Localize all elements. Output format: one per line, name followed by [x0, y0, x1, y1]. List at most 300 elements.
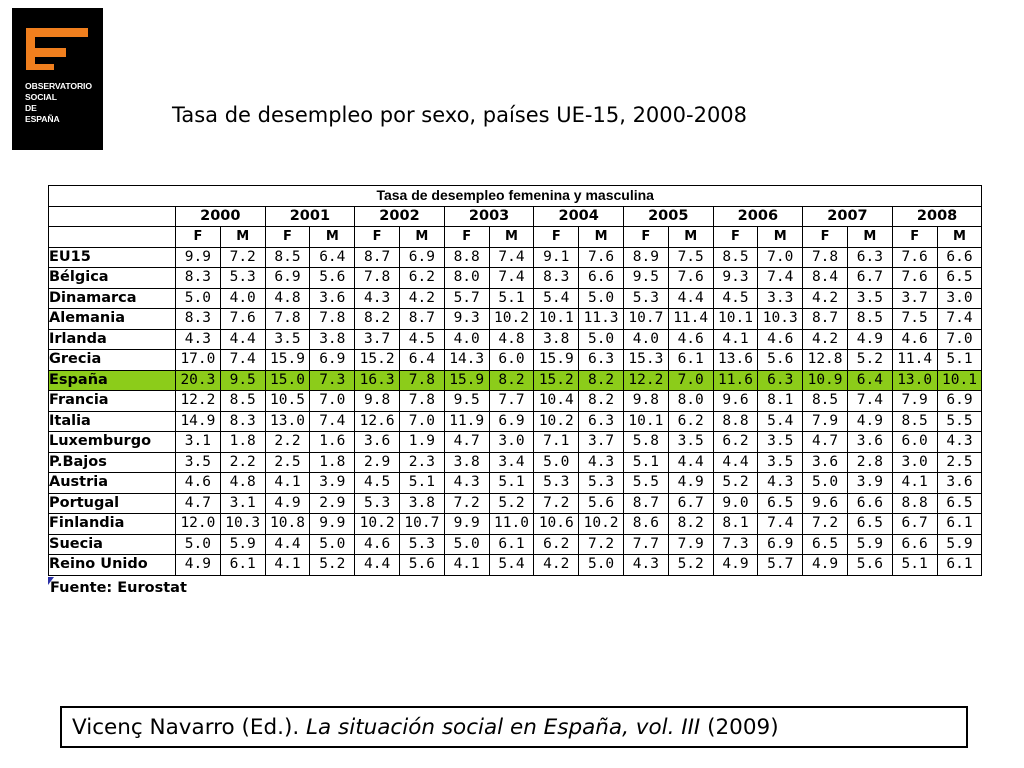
rate-cell: 3.5	[758, 432, 803, 453]
rate-cell: 3.0	[892, 452, 937, 473]
rate-cell: 5.1	[489, 473, 534, 494]
rate-cell: 7.5	[668, 247, 713, 268]
rate-cell: 10.7	[623, 309, 668, 330]
rate-cell: 4.6	[758, 329, 803, 350]
rate-cell: 5.5	[937, 411, 982, 432]
rate-cell: 4.9	[803, 555, 848, 576]
rate-cell: 5.1	[623, 452, 668, 473]
rate-cell: 7.0	[758, 247, 803, 268]
rate-cell: 11.0	[489, 514, 534, 535]
year-header: 2002	[355, 206, 445, 227]
rate-cell: 4.4	[355, 555, 400, 576]
rate-cell: 8.1	[758, 391, 803, 412]
sex-header-male: M	[220, 227, 265, 248]
rate-cell: 10.8	[265, 514, 310, 535]
rate-cell: 7.8	[355, 268, 400, 289]
rate-cell: 10.5	[265, 391, 310, 412]
rate-cell: 13.0	[892, 370, 937, 391]
citation-year: (2009)	[700, 715, 779, 740]
rate-cell: 8.1	[713, 514, 758, 535]
country-name: Italia	[49, 411, 176, 432]
rate-cell: 5.8	[623, 432, 668, 453]
rate-cell: 4.9	[265, 493, 310, 514]
rate-cell: 8.5	[892, 411, 937, 432]
rate-cell: 9.5	[220, 370, 265, 391]
rate-cell: 4.9	[847, 329, 892, 350]
rate-cell: 9.5	[444, 391, 489, 412]
rate-cell: 7.4	[758, 268, 803, 289]
rate-cell: 5.3	[220, 268, 265, 289]
rate-cell: 6.9	[265, 268, 310, 289]
rate-cell: 6.5	[847, 514, 892, 535]
rate-cell: 9.8	[355, 391, 400, 412]
rate-cell: 7.2	[220, 247, 265, 268]
rate-cell: 3.0	[489, 432, 534, 453]
rate-cell: 2.2	[220, 452, 265, 473]
rate-cell: 7.4	[489, 247, 534, 268]
rate-cell: 6.5	[758, 493, 803, 514]
year-row	[49, 206, 982, 227]
rate-cell: 5.3	[623, 288, 668, 309]
rate-cell: 5.4	[489, 555, 534, 576]
table-row	[49, 329, 982, 350]
rate-cell: 8.2	[668, 514, 713, 535]
rate-cell: 8.3	[220, 411, 265, 432]
rate-cell: 4.3	[623, 555, 668, 576]
rate-cell: 3.1	[220, 493, 265, 514]
rate-cell: 3.7	[579, 432, 624, 453]
country-name: Austria	[49, 473, 176, 494]
rate-cell: 6.1	[937, 555, 982, 576]
rate-cell: 3.9	[310, 473, 355, 494]
rate-cell: 3.6	[937, 473, 982, 494]
rate-cell: 6.1	[937, 514, 982, 535]
rate-cell: 4.1	[265, 473, 310, 494]
logo-line-2: SOCIAL	[25, 92, 57, 102]
rate-cell: 4.9	[847, 411, 892, 432]
table-row	[49, 473, 982, 494]
country-name: P.Bajos	[49, 452, 176, 473]
rate-cell: 3.5	[176, 452, 221, 473]
rate-cell: 6.1	[220, 555, 265, 576]
citation-title: La situación social en España, vol. III	[306, 715, 701, 740]
rate-cell: 9.8	[623, 391, 668, 412]
rate-cell: 6.0	[489, 350, 534, 371]
rate-cell: 3.6	[310, 288, 355, 309]
rate-cell: 4.7	[803, 432, 848, 453]
rate-cell: 7.4	[310, 411, 355, 432]
rate-cell: 5.0	[579, 288, 624, 309]
rate-cell: 4.4	[668, 452, 713, 473]
table-row	[49, 493, 982, 514]
rate-cell: 9.3	[713, 268, 758, 289]
rate-cell: 4.6	[892, 329, 937, 350]
year-header: 2007	[803, 206, 893, 227]
rate-cell: 4.2	[399, 288, 444, 309]
table-row	[49, 432, 982, 453]
rate-cell: 5.1	[399, 473, 444, 494]
rate-cell: 6.3	[847, 247, 892, 268]
rate-cell: 4.9	[713, 555, 758, 576]
sex-row	[49, 227, 982, 248]
rate-cell: 9.6	[713, 391, 758, 412]
rate-cell: 8.7	[399, 309, 444, 330]
rate-cell: 9.9	[444, 514, 489, 535]
rate-cell: 17.0	[176, 350, 221, 371]
country-name: Luxemburgo	[49, 432, 176, 453]
country-name: Irlanda	[49, 329, 176, 350]
rate-cell: 6.6	[847, 493, 892, 514]
logo-text	[25, 81, 92, 125]
rate-cell: 5.0	[176, 534, 221, 555]
rate-cell: 6.9	[489, 411, 534, 432]
rate-cell: 7.9	[803, 411, 848, 432]
rate-cell: 3.5	[758, 452, 803, 473]
rate-cell: 5.7	[758, 555, 803, 576]
sex-header-male: M	[579, 227, 624, 248]
rate-cell: 7.6	[892, 247, 937, 268]
rate-cell: 6.4	[847, 370, 892, 391]
table-row	[49, 288, 982, 309]
rate-cell: 5.3	[579, 473, 624, 494]
rate-cell: 6.6	[892, 534, 937, 555]
rate-cell: 1.6	[310, 432, 355, 453]
sex-header-female: F	[355, 227, 400, 248]
rate-cell: 7.6	[220, 309, 265, 330]
rate-cell: 4.1	[713, 329, 758, 350]
rate-cell: 6.3	[758, 370, 803, 391]
year-header: 2001	[265, 206, 355, 227]
rate-cell: 3.8	[534, 329, 579, 350]
rate-cell: 4.7	[176, 493, 221, 514]
country-name: Suecia	[49, 534, 176, 555]
rate-cell: 3.3	[758, 288, 803, 309]
rate-cell: 5.2	[847, 350, 892, 371]
rate-cell: 6.2	[399, 268, 444, 289]
rate-cell: 12.2	[623, 370, 668, 391]
rate-cell: 4.4	[668, 288, 713, 309]
rate-cell: 16.3	[355, 370, 400, 391]
rate-cell: 5.3	[355, 493, 400, 514]
sex-header-male: M	[489, 227, 534, 248]
sex-header-male: M	[310, 227, 355, 248]
rate-cell: 4.9	[176, 555, 221, 576]
rate-cell: 7.6	[892, 268, 937, 289]
rate-cell: 8.6	[623, 514, 668, 535]
rate-cell: 6.5	[937, 493, 982, 514]
rate-cell: 8.2	[579, 370, 624, 391]
rate-cell: 7.2	[444, 493, 489, 514]
rate-cell: 1.8	[220, 432, 265, 453]
rate-cell: 6.6	[579, 268, 624, 289]
rate-cell: 4.0	[623, 329, 668, 350]
rate-cell: 4.8	[265, 288, 310, 309]
rate-cell: 4.3	[355, 288, 400, 309]
rate-cell: 5.2	[310, 555, 355, 576]
rate-cell: 5.4	[534, 288, 579, 309]
rate-cell: 4.6	[176, 473, 221, 494]
rate-cell: 7.6	[579, 247, 624, 268]
rate-cell: 6.7	[668, 493, 713, 514]
rate-cell: 12.8	[803, 350, 848, 371]
rate-cell: 7.2	[803, 514, 848, 535]
sex-header-female: F	[534, 227, 579, 248]
rate-cell: 6.6	[937, 247, 982, 268]
rate-cell: 4.3	[176, 329, 221, 350]
rate-cell: 3.5	[668, 432, 713, 453]
rate-cell: 7.0	[668, 370, 713, 391]
rate-cell: 15.3	[623, 350, 668, 371]
rate-cell: 8.5	[803, 391, 848, 412]
rate-cell: 4.7	[444, 432, 489, 453]
rate-cell: 10.3	[220, 514, 265, 535]
rate-cell: 15.9	[534, 350, 579, 371]
rate-cell: 4.0	[220, 288, 265, 309]
rate-cell: 8.5	[220, 391, 265, 412]
citation-author: Vicenç Navarro (Ed.).	[72, 715, 307, 740]
rate-cell: 7.4	[758, 514, 803, 535]
rate-cell: 7.9	[668, 534, 713, 555]
rate-cell: 3.7	[355, 329, 400, 350]
year-row-blank	[49, 206, 176, 227]
rate-cell: 10.9	[803, 370, 848, 391]
rate-cell: 5.7	[444, 288, 489, 309]
year-header: 2004	[534, 206, 624, 227]
rate-cell: 6.5	[937, 268, 982, 289]
rate-cell: 5.2	[668, 555, 713, 576]
rate-cell: 7.4	[489, 268, 534, 289]
source-note: Fuente: Eurostat	[50, 580, 187, 596]
rate-cell: 7.8	[399, 391, 444, 412]
rate-cell: 5.0	[176, 288, 221, 309]
rate-cell: 6.4	[310, 247, 355, 268]
rate-cell: 5.2	[713, 473, 758, 494]
rate-cell: 6.7	[847, 268, 892, 289]
country-name: Reino Unido	[49, 555, 176, 576]
rate-cell: 2.9	[355, 452, 400, 473]
country-name: EU15	[49, 247, 176, 268]
rate-cell: 2.5	[265, 452, 310, 473]
rate-cell: 6.5	[803, 534, 848, 555]
rate-cell: 7.7	[489, 391, 534, 412]
rate-cell: 4.6	[668, 329, 713, 350]
rate-cell: 3.4	[489, 452, 534, 473]
rate-cell: 1.8	[310, 452, 355, 473]
rate-cell: 6.3	[579, 411, 624, 432]
rate-cell: 8.3	[176, 268, 221, 289]
rate-cell: 10.2	[355, 514, 400, 535]
rate-cell: 9.9	[176, 247, 221, 268]
rate-cell: 4.6	[355, 534, 400, 555]
country-name: Alemania	[49, 309, 176, 330]
sex-header-female: F	[623, 227, 668, 248]
rate-cell: 5.1	[937, 350, 982, 371]
rate-cell: 3.6	[355, 432, 400, 453]
rate-cell: 6.2	[668, 411, 713, 432]
rate-cell: 5.4	[758, 411, 803, 432]
table-row	[49, 350, 982, 371]
rate-cell: 4.0	[444, 329, 489, 350]
rate-cell: 8.0	[444, 268, 489, 289]
rate-cell: 10.1	[937, 370, 982, 391]
rate-cell: 3.6	[847, 432, 892, 453]
rate-cell: 14.9	[176, 411, 221, 432]
rate-cell: 11.9	[444, 411, 489, 432]
rate-cell: 8.3	[534, 268, 579, 289]
rate-cell: 7.8	[803, 247, 848, 268]
rate-cell: 7.0	[310, 391, 355, 412]
rate-cell: 10.6	[534, 514, 579, 535]
rate-cell: 8.5	[265, 247, 310, 268]
rate-cell: 5.9	[937, 534, 982, 555]
slide-title: Tasa de desempleo por sexo, países UE-15, 2000-2008	[172, 103, 748, 127]
sex-header-male: M	[847, 227, 892, 248]
rate-cell: 8.8	[444, 247, 489, 268]
rate-cell: 5.6	[310, 268, 355, 289]
country-name: Portugal	[49, 493, 176, 514]
rate-cell: 4.8	[489, 329, 534, 350]
sex-header-female: F	[713, 227, 758, 248]
rate-cell: 6.1	[489, 534, 534, 555]
rate-cell: 6.1	[668, 350, 713, 371]
unemployment-table-wrap	[48, 185, 982, 576]
rate-cell: 12.6	[355, 411, 400, 432]
rate-cell: 6.9	[399, 247, 444, 268]
rate-cell: 3.1	[176, 432, 221, 453]
rate-cell: 10.2	[489, 309, 534, 330]
rate-cell: 5.6	[847, 555, 892, 576]
logo-bar-bottom	[26, 64, 54, 70]
rate-cell: 4.8	[220, 473, 265, 494]
table-body	[49, 247, 982, 575]
sex-header-female: F	[176, 227, 221, 248]
table-row	[49, 534, 982, 555]
rate-cell: 15.2	[355, 350, 400, 371]
rate-cell: 7.7	[623, 534, 668, 555]
rate-cell: 6.2	[713, 432, 758, 453]
logo-line-4: ESPAÑA	[25, 114, 60, 124]
rate-cell: 4.1	[265, 555, 310, 576]
sex-header-female: F	[892, 227, 937, 248]
rate-cell: 7.9	[892, 391, 937, 412]
rate-cell: 15.9	[265, 350, 310, 371]
rate-cell: 3.6	[803, 452, 848, 473]
rate-cell: 5.6	[758, 350, 803, 371]
country-name: Finlandia	[49, 514, 176, 535]
rate-cell: 5.5	[623, 473, 668, 494]
rate-cell: 3.5	[847, 288, 892, 309]
rate-cell: 14.3	[444, 350, 489, 371]
rate-cell: 11.3	[579, 309, 624, 330]
rate-cell: 3.8	[399, 493, 444, 514]
rate-cell: 9.3	[444, 309, 489, 330]
table-row	[49, 268, 982, 289]
rate-cell: 4.1	[444, 555, 489, 576]
rate-cell: 5.2	[489, 493, 534, 514]
sex-row-blank	[49, 227, 176, 248]
rate-cell: 7.6	[668, 268, 713, 289]
rate-cell: 6.9	[310, 350, 355, 371]
rate-cell: 6.2	[534, 534, 579, 555]
rate-cell: 10.2	[534, 411, 579, 432]
rate-cell: 4.2	[534, 555, 579, 576]
rate-cell: 2.8	[847, 452, 892, 473]
rate-cell: 8.4	[803, 268, 848, 289]
rate-cell: 7.8	[399, 370, 444, 391]
rate-cell: 2.9	[310, 493, 355, 514]
rate-cell: 4.5	[355, 473, 400, 494]
sex-header-female: F	[803, 227, 848, 248]
sex-header-female: F	[265, 227, 310, 248]
rate-cell: 7.5	[892, 309, 937, 330]
country-name: Francia	[49, 391, 176, 412]
country-name: España	[49, 370, 176, 391]
country-name: Grecia	[49, 350, 176, 371]
rate-cell: 10.2	[579, 514, 624, 535]
year-header: 2006	[713, 206, 803, 227]
observatorio-logo	[12, 8, 103, 150]
rate-cell: 8.3	[176, 309, 221, 330]
rate-cell: 4.9	[668, 473, 713, 494]
rate-cell: 3.7	[892, 288, 937, 309]
rate-cell: 8.7	[803, 309, 848, 330]
rate-cell: 2.3	[399, 452, 444, 473]
year-header: 2005	[623, 206, 713, 227]
rate-cell: 4.5	[399, 329, 444, 350]
rate-cell: 3.0	[937, 288, 982, 309]
rate-cell: 6.9	[758, 534, 803, 555]
rate-cell: 7.0	[399, 411, 444, 432]
logo-line-3: DE	[25, 103, 37, 113]
table-row	[49, 555, 982, 576]
rate-cell: 3.9	[847, 473, 892, 494]
rate-cell: 9.5	[623, 268, 668, 289]
rate-cell: 8.2	[355, 309, 400, 330]
rate-cell: 5.0	[579, 555, 624, 576]
rate-cell: 1.9	[399, 432, 444, 453]
sex-header-female: F	[444, 227, 489, 248]
rate-cell: 7.0	[937, 329, 982, 350]
rate-cell: 10.1	[623, 411, 668, 432]
rate-cell: 10.1	[534, 309, 579, 330]
caption-row	[49, 186, 982, 207]
rate-cell: 4.3	[758, 473, 803, 494]
rate-cell: 6.9	[937, 391, 982, 412]
rate-cell: 5.3	[534, 473, 579, 494]
rate-cell: 7.8	[310, 309, 355, 330]
rate-cell: 12.2	[176, 391, 221, 412]
rate-cell: 8.0	[668, 391, 713, 412]
rate-cell: 6.0	[892, 432, 937, 453]
rate-cell: 5.9	[847, 534, 892, 555]
rate-cell: 7.4	[847, 391, 892, 412]
rate-cell: 4.3	[937, 432, 982, 453]
rate-cell: 6.3	[579, 350, 624, 371]
rate-cell: 11.6	[713, 370, 758, 391]
table-caption: Tasa de desempleo femenina y masculina	[49, 186, 982, 207]
year-header: 2000	[176, 206, 266, 227]
table-row	[49, 370, 982, 391]
table-row	[49, 411, 982, 432]
rate-cell: 8.8	[892, 493, 937, 514]
rate-cell: 8.9	[623, 247, 668, 268]
rate-cell: 8.2	[579, 391, 624, 412]
rate-cell: 13.0	[265, 411, 310, 432]
rate-cell: 7.3	[310, 370, 355, 391]
rate-cell: 8.5	[847, 309, 892, 330]
rate-cell: 9.6	[803, 493, 848, 514]
rate-cell: 5.0	[444, 534, 489, 555]
